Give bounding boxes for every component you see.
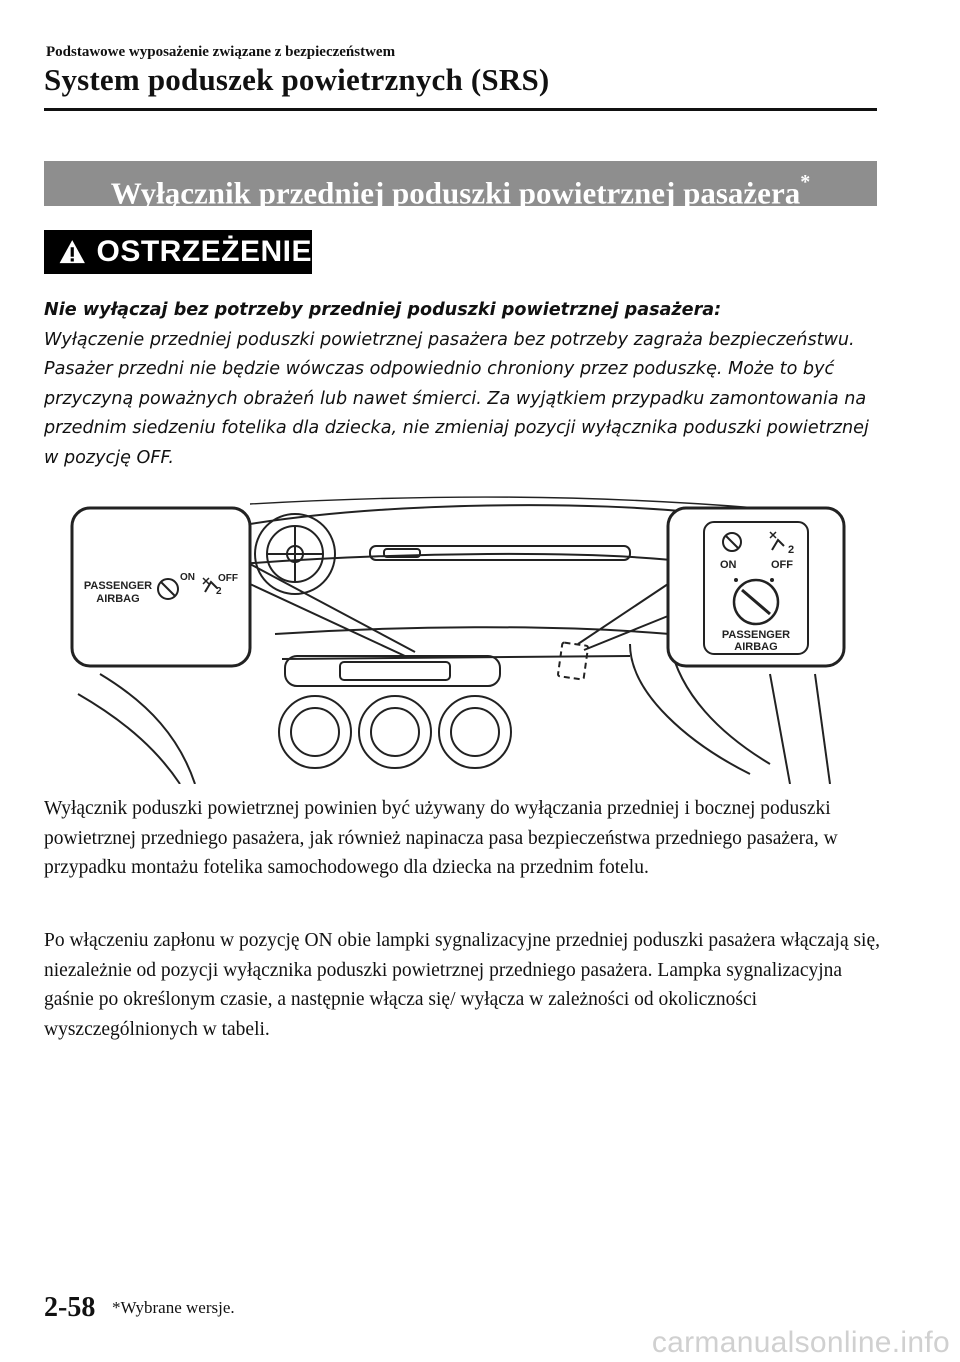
dashboard-illustration — [70, 494, 860, 784]
left-passenger-label: PASSENGER — [83, 580, 153, 592]
paragraph-switch-usage: Wyłącznik poduszki powietrznej powinien być używany do wyłączania przedniej i bocznej poduszki powietrznej przedniego pasażera, jak również napinacza pasa bezpieczeństwa przedniego pasażera, w przypadku montażu fotelika samochodowego dla dziecka na przednim fotelu. — [44, 798, 838, 879]
chapter-title: System poduszek powietrznych (SRS) — [44, 62, 550, 97]
left-airbag-label: AIRBAG — [96, 593, 140, 605]
left-on-label: ON — [180, 572, 195, 583]
right-passenger-label: PASSENGER — [721, 629, 791, 641]
warning-badge — [44, 230, 312, 274]
section-banner — [44, 161, 877, 211]
left-off-label: OFF — [218, 573, 238, 584]
right-off-label: OFF — [771, 559, 793, 571]
watermark: carmanualsonline.info — [651, 1326, 950, 1359]
paragraph-indicator-lamps: Po włączeniu zapłonu w pozycję ON obie lampki sygnalizacyjne przedniej poduszki pasażera włączają się, niezależnie od pozycji wyłącznika poduszki powietrznej przedniego pasażera. Lampka sygnalizacyjna gaśnie po określonym czasie, a następnie włącza się/ wyłącza w zależności od okoliczności wyszczególnionych w tabeli. — [44, 930, 881, 1040]
left-seat-number: 2 — [216, 586, 222, 597]
warning-heading: Nie wyłączaj bez potrzeby przedniej poduszki powietrznej pasażera: — [44, 300, 722, 320]
warning-body: Wyłączenie przedniej poduszki powietrznej pasażera bez potrzeby zagraża bezpieczeństwu. Pasażer przedni nie będzie wówczas odpowiednio chroniony przez poduszkę. Może to być przyczyną poważnych obrażeń lub nawet śmierci. Za wyjątkiem przypadku zamontowania na przednim siedzeniu fotelika dla dziecka, nie zmieniaj pozycji wyłącznika poduszki powietrznej w pozycję OFF. — [44, 329, 869, 468]
right-airbag-label: AIRBAG — [734, 641, 778, 653]
right-on-label: ON — [720, 559, 737, 571]
chapter-divider — [44, 108, 877, 111]
section-title: Wyłącznik przedniej poduszki powietrznej pasażera — [110, 175, 801, 211]
left-callout — [72, 508, 250, 666]
breadcrumb: Podstawowe wyposażenie związane z bezpieczeństwem — [46, 44, 396, 60]
right-callout — [668, 508, 844, 666]
warning-block — [44, 296, 884, 474]
warning-label: OSTRZEŻENIE — [96, 235, 312, 268]
footnote: *Wybrane wersje. — [112, 1298, 235, 1317]
warning-triangle-icon — [58, 234, 86, 270]
page-number: 2-58 — [44, 1292, 96, 1323]
right-seat-number: 2 — [788, 544, 795, 556]
optional-equipment-marker: * — [800, 171, 811, 193]
